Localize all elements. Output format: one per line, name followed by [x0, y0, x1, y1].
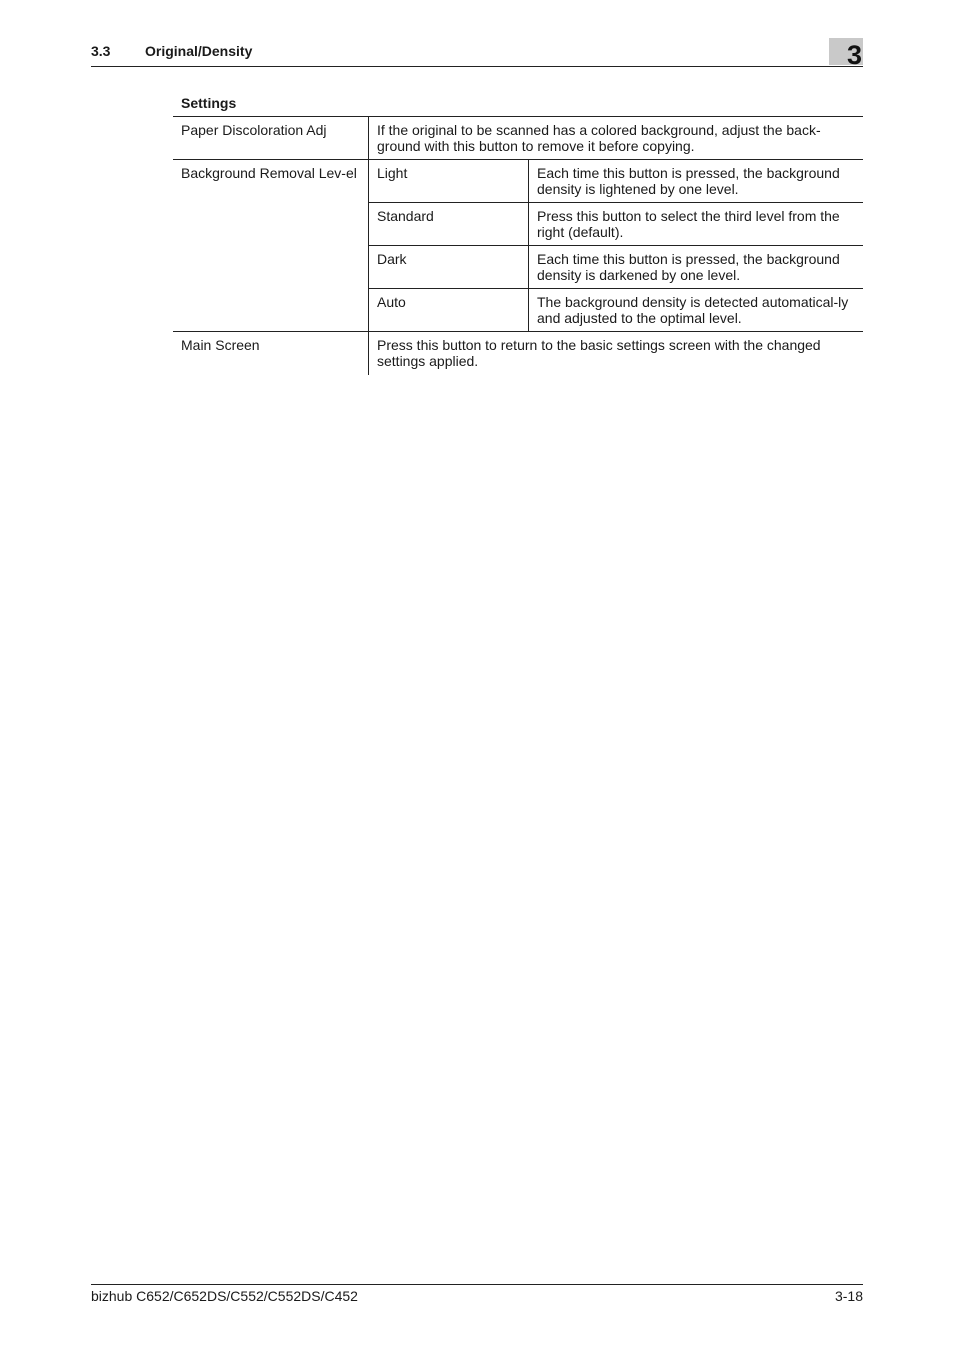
row-label: Background Removal Lev-el [173, 160, 369, 332]
option-description: Each time this button is pressed, the background density is darkened by one level. [529, 246, 864, 289]
chapter-number: 3 [846, 40, 862, 70]
option-name: Light [369, 160, 529, 203]
option-name: Auto [369, 289, 529, 332]
settings-heading: Settings [181, 95, 237, 111]
footer-model: bizhub C652/C652DS/C552/C552DS/C452 [91, 1288, 358, 1304]
row-label: Main Screen [173, 332, 369, 376]
table-row [173, 332, 863, 376]
option-name: Standard [369, 203, 529, 246]
page-footer [91, 1284, 863, 1304]
page-header [91, 36, 863, 70]
option-description: The background density is detected automatical-ly and adjusted to the optimal level. [529, 289, 864, 332]
option-name: Dark [369, 246, 529, 289]
footer-page-number: 3-18 [834, 1288, 863, 1304]
section-number: 3.3 [91, 43, 111, 59]
row-description: Press this button to return to the basic settings screen with the changed settings applied. [369, 332, 864, 376]
table-row [173, 117, 863, 160]
table-row [173, 160, 863, 203]
option-description: Each time this button is pressed, the background density is lightened by one level. [529, 160, 864, 203]
section-title: Original/Density [145, 43, 253, 59]
row-description: If the original to be scanned has a colored background, adjust the back-ground with this button to remove it before copying. [369, 117, 864, 160]
chapter-badge [829, 38, 863, 70]
settings-table [173, 116, 863, 375]
row-label: Paper Discoloration Adj [173, 117, 369, 160]
option-description: Press this button to select the third level from the right (default). [529, 203, 864, 246]
